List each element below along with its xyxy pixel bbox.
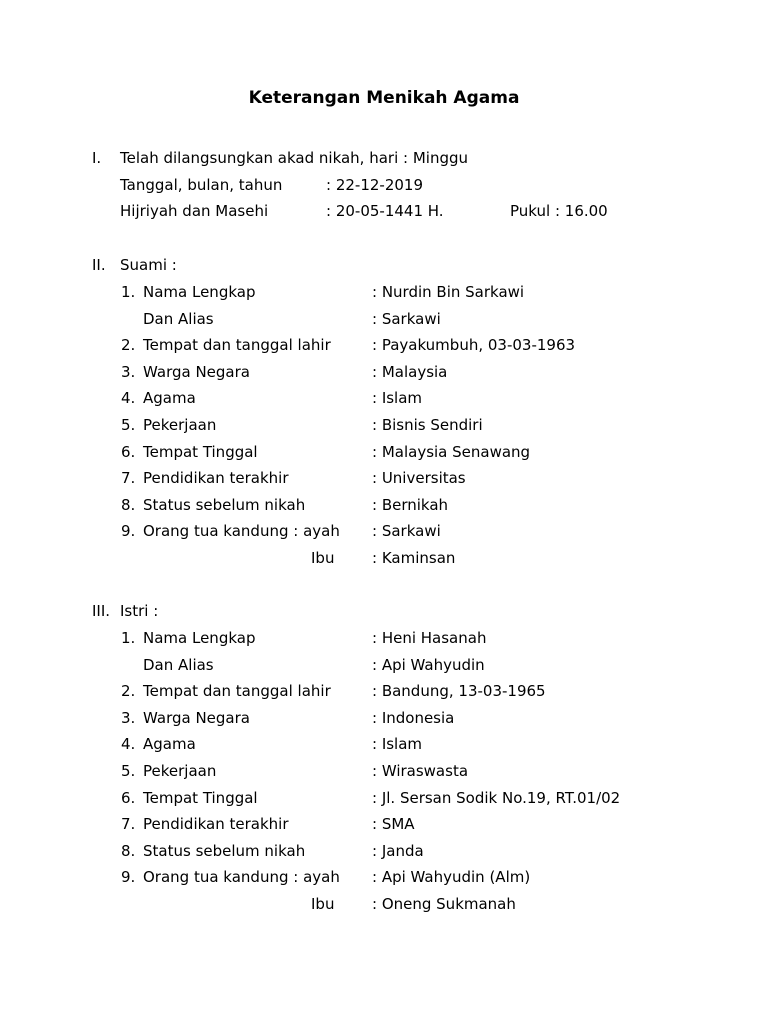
suami-ibu-line xyxy=(0,548,768,568)
suami-row xyxy=(0,282,768,302)
istri-row-label: Pekerjaan xyxy=(143,762,217,780)
section-3-heading: Istri : xyxy=(120,602,159,620)
istri-row-number: 8. xyxy=(121,841,136,860)
istri-row-label: Warga Negara xyxy=(143,708,250,727)
istri-row-number: 7. xyxy=(121,815,136,834)
istri-row-number: 5. xyxy=(121,762,136,780)
istri-row xyxy=(0,628,768,648)
istri-ibu-label: Ibu xyxy=(311,895,335,913)
suami-row-value: : Bernikah xyxy=(372,495,449,514)
istri-row xyxy=(0,761,768,781)
suami-row-number: 1. xyxy=(121,283,136,301)
suami-row-number: 6. xyxy=(121,442,136,461)
istri-row-label: Status sebelum nikah xyxy=(143,841,306,860)
suami-row-value: : Malaysia Senawang xyxy=(372,442,531,461)
istri-row xyxy=(0,814,768,834)
suami-row xyxy=(0,495,768,515)
hijriyah-value: : 20-05-1441 H. xyxy=(326,202,444,220)
suami-row-number: 2. xyxy=(121,336,136,355)
suami-row-label: Pendidikan terakhir xyxy=(143,469,289,488)
istri-row-label: Tempat dan tanggal lahir xyxy=(143,682,331,701)
istri-row-number: 6. xyxy=(121,788,136,807)
suami-row-value: : Sarkawi xyxy=(372,522,441,541)
suami-row-label: Tempat dan tanggal lahir xyxy=(143,336,331,355)
istri-row-number: 9. xyxy=(121,868,136,887)
istri-row xyxy=(0,734,768,754)
istri-row-number: 3. xyxy=(121,708,136,727)
istri-row-label: Pendidikan terakhir xyxy=(143,815,289,834)
section-1-line-2 xyxy=(0,175,768,195)
istri-row-number: 1. xyxy=(121,629,136,647)
istri-row-value: : Api Wahyudin xyxy=(372,655,485,674)
suami-row-label: Pekerjaan xyxy=(143,416,217,434)
section-2-heading-line xyxy=(0,255,768,275)
document-title: Keterangan Menikah Agama xyxy=(248,88,520,108)
istri-row-value: : Jl. Sersan Sodik No.19, RT.01/02 xyxy=(372,788,621,807)
istri-row-label: Agama xyxy=(143,735,196,754)
istri-ibu-line xyxy=(0,894,768,914)
suami-row xyxy=(0,468,768,488)
suami-row-number: 3. xyxy=(121,362,136,381)
suami-row xyxy=(0,362,768,382)
section-3-heading-line xyxy=(0,601,768,621)
istri-row-value: : SMA xyxy=(372,815,415,834)
istri-row xyxy=(0,708,768,728)
suami-row xyxy=(0,415,768,435)
suami-row-value: : Islam xyxy=(372,389,423,408)
suami-row-label: Dan Alias xyxy=(143,309,214,328)
suami-row-label: Status sebelum nikah xyxy=(143,495,306,514)
suami-row-value: : Universitas xyxy=(372,469,466,488)
istri-row-value: : Indonesia xyxy=(372,708,455,727)
suami-row-value: : Bisnis Sendiri xyxy=(372,416,483,434)
suami-row-number: 7. xyxy=(121,469,136,488)
section-1-roman: I. xyxy=(92,149,102,167)
istri-row-label: Dan Alias xyxy=(143,655,214,674)
suami-row-number: 4. xyxy=(121,389,136,408)
suami-row-value: : Malaysia xyxy=(372,362,448,381)
suami-row-value: : Payakumbuh, 03-03-1963 xyxy=(372,336,576,355)
istri-row-value: : Heni Hasanah xyxy=(372,629,487,647)
suami-row-number: 8. xyxy=(121,495,136,514)
istri-row-number: 4. xyxy=(121,735,136,754)
istri-row-label: Tempat Tinggal xyxy=(143,788,258,807)
istri-ibu-value: : Oneng Sukmanah xyxy=(372,895,516,913)
section-1-line-3 xyxy=(0,201,768,221)
suami-row xyxy=(0,388,768,408)
section-1-line-1 xyxy=(0,148,768,168)
suami-row xyxy=(0,309,768,329)
suami-row xyxy=(0,521,768,541)
tanggal-label: Tanggal, bulan, tahun xyxy=(120,176,283,194)
istri-row-value: : Bandung, 13-03-1965 xyxy=(372,682,546,701)
section-1-akad-text: Telah dilangsungkan akad nikah, hari : Minggu xyxy=(120,149,469,167)
section-3-roman: III. xyxy=(92,602,111,620)
istri-row xyxy=(0,681,768,701)
istri-row-value: : Janda xyxy=(372,841,424,860)
istri-row-value: : Api Wahyudin (Alm) xyxy=(372,868,531,887)
suami-row-value: : Sarkawi xyxy=(372,309,441,328)
suami-row-label: Orang tua kandung : ayah xyxy=(143,522,340,541)
istri-row xyxy=(0,788,768,808)
tanggal-value: : 22-12-2019 xyxy=(326,176,423,194)
suami-row-number: 9. xyxy=(121,522,136,541)
suami-row xyxy=(0,335,768,355)
suami-row-label: Warga Negara xyxy=(143,362,250,381)
section-2-heading: Suami : xyxy=(120,256,177,274)
suami-ibu-label: Ibu xyxy=(311,549,335,567)
istri-row xyxy=(0,655,768,675)
istri-row-number: 2. xyxy=(121,682,136,701)
istri-row-label: Nama Lengkap xyxy=(143,629,256,647)
hijriyah-label: Hijriyah dan Masehi xyxy=(120,202,269,220)
istri-row-value: : Islam xyxy=(372,735,423,754)
istri-row xyxy=(0,867,768,887)
suami-row-value: : Nurdin Bin Sarkawi xyxy=(372,283,525,301)
istri-row-label: Orang tua kandung : ayah xyxy=(143,868,340,887)
suami-row xyxy=(0,442,768,462)
pukul-text: Pukul : 16.00 xyxy=(510,202,608,220)
section-2-roman: II. xyxy=(92,256,106,274)
suami-row-label: Nama Lengkap xyxy=(143,283,256,301)
istri-row-value: : Wiraswasta xyxy=(372,762,469,780)
suami-row-number: 5. xyxy=(121,416,136,434)
suami-row-label: Agama xyxy=(143,389,196,408)
suami-row-label: Tempat Tinggal xyxy=(143,442,258,461)
suami-ibu-value: : Kaminsan xyxy=(372,549,456,567)
istri-row xyxy=(0,841,768,861)
